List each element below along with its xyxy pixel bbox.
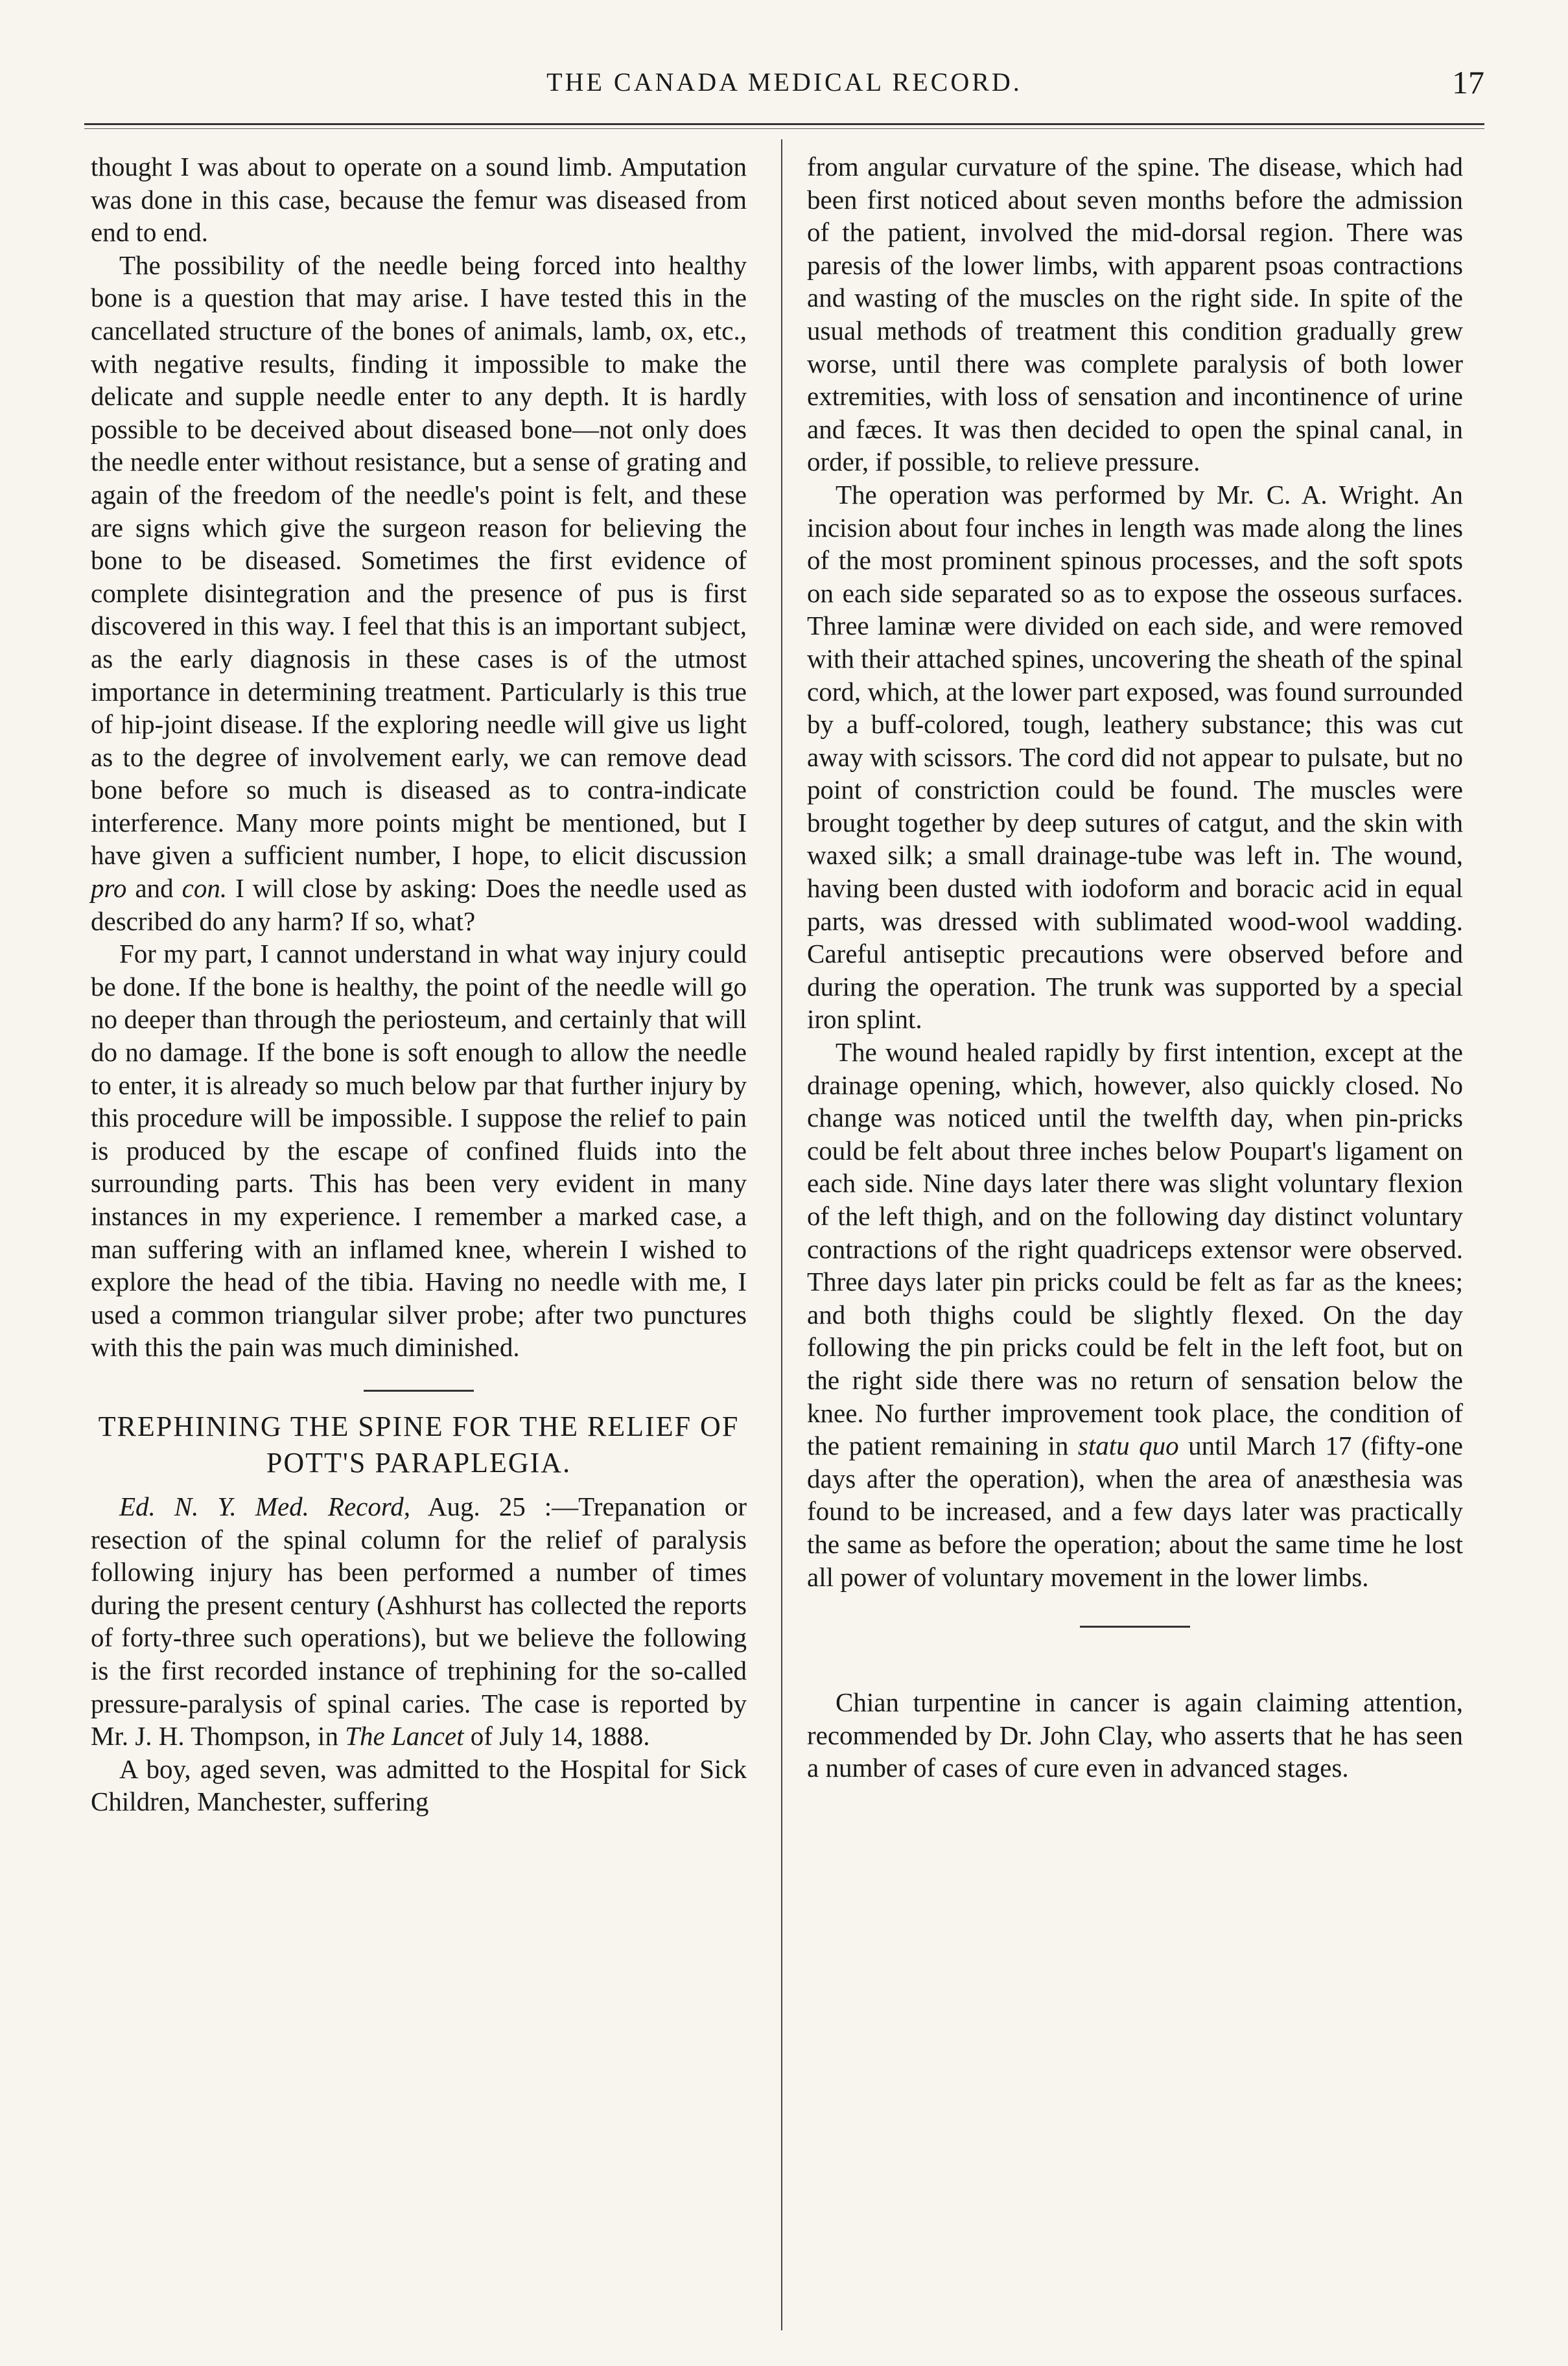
running-title: THE CANADA MEDICAL RECORD.: [546, 67, 1022, 97]
header-rule: [84, 123, 1484, 129]
italic-text: statu quo: [1077, 1431, 1179, 1461]
right-column: [807, 150, 1463, 1785]
column-divider: [781, 139, 782, 2330]
page-header: [84, 60, 1484, 105]
paragraph: thought I was about to operate on a sound limb. Amputation was done in this case, because the femur was diseased from end to end.: [91, 152, 747, 248]
left-column: [91, 150, 747, 1818]
paragraph: The wound healed rapidly by first intention, except at the drainage opening, which, however, also quickly closed. No change was noticed until the twelfth day, when pin-pricks could be felt about three inches below Poupart's ligament on each side. Nine days later there was slight voluntary flexion of the left thigh, and on the following day distinct voluntary contractions of the right quadriceps extensor were observed. Three days later pin pricks could be felt as far as the knees; and both thighs could be slightly flexed. On the day following the pin pricks could be felt in the left foot, but on the right side there was no return of sensation below the knee. No further improvement took place, the condition of the patient remaining in statu quo until March 17 (fifty-one days after the operation), when the area of anæsthesia was found to be increased, and a few days later was practically the same as before the operation; about the same time he lost all power of voluntary movement in the lower limbs.: [807, 1037, 1463, 1592]
paragraph: A boy, aged seven, was admitted to the Hospital for Sick Children, Manchester, suffering: [91, 1753, 747, 1817]
paragraph: For my part, I cannot understand in what way injury could be done. If the bone is healthy, the point of the needle will go no deeper than through the periosteum, and certainly that will do no damage. If the bone is soft enough to allow the needle to enter, it is already so much below par that further injury by this procedure will be impossible. I suppose the relief to pain is produced by the escape of confined fluids into the surrounding parts. This has been very evident in many instances in my experience. I remember a marked case, a man suffering with an inflamed knee, wherein I wished to explore the head of the tibia. Having no needle with me, I used a common triangular silver probe; after two punctures with this the pain was much diminished.: [91, 939, 747, 1363]
paragraph: Chian turpentine in cancer is again claiming attention, recommended by Dr. John Clay, who asserts that he has seen a number of cases of cure even in advanced stages.: [807, 1687, 1463, 1783]
source-citation: Ed. N. Y. Med. Record,: [119, 1491, 411, 1521]
article-title: TREPHINING THE SPINE FOR THE RELIEF OF POTT'S PARAPLEGIA.: [98, 1410, 740, 1479]
italic-text: pro: [91, 873, 127, 904]
paragraph: The possibility of the needle being forced into healthy bone is a question that may arise. I have tested this in the cancellated structure of the bones of animals, lamb, ox, etc., with negative results, finding it impossible to make the delicate and supple needle enter to any depth. It is hardly possible to be deceived about diseased bone—not only does the needle enter without resistance, but a sense of grating and again of the freedom of the needle's point is felt, and these are signs which give the surgeon reason for believing the bone to be diseased. Sometimes the first evidence of complete disintegration and the presence of pus is first discovered in this way. I feel that this is an important subject, as the early diagnosis in these cases is of the utmost importance in determining treatment. Particularly is this true of hip-joint disease. If the exploring needle will give us light as to the degree of involvement early, we can remove dead bone before so much is diseased as to contra-indicate interference. Many more points might be mentioned, but I have given a sufficient number, I hope, to elicit discussion pro and con. I will close by asking: Does the needle used as described do any harm? If so, what?: [91, 250, 747, 936]
paragraph: Ed. N. Y. Med. Record, Aug. 25 :—Trepanation or resection of the spinal column for the relief of paralysis following injury has been performed a number of times during the present century (Ashhurst has collected the reports of forty-three such operations), but we believe the following is the first recorded instance of trephining for the so-called pressure-paralysis of spinal caries. The case is reported by Mr. J. H. Thompson, in The Lancet of July 14, 1888.: [91, 1491, 747, 1751]
paragraph: from angular curvature of the spine. The disease, which had been first noticed about seven months before the admission of the patient, involved the mid-dorsal region. There was paresis of the lower limbs, with apparent psoas contractions and wasting of the muscles on the right side. In spite of the usual methods of treatment this condition gradually grew worse, until there was complete paralysis of both lower extremities, with loss of sensation and incontinence of urine and fæces. It was then decided to open the spinal canal, in order, if possible, to relieve pressure.: [807, 152, 1463, 477]
section-rule: [364, 1390, 474, 1392]
page-number: 17: [1452, 64, 1484, 100]
journal-name: The Lancet: [345, 1721, 464, 1751]
italic-text: con.: [181, 873, 228, 904]
paragraph: The operation was performed by Mr. C. A. Wright. An incision about four inches in length was made along the lines of the most prominent spinous processes, and the soft spots on each side separated so as to expose the osseous surfaces. Three laminæ were divided on each side, and were removed with their attached spines, uncovering the sheath of the spinal cord, which, at the lower part exposed, was found surrounded by a buff-colored, tough, leathery substance; this was cut away with scissors. The cord did not appear to pulsate, but no point of constriction could be found. The muscles were brought together by deep sutures of catgut, and the skin with waxed silk; a small drainage-tube was left in. The wound, having been dusted with iodoform and boracic acid in equal parts, was dressed with sublimated wood-wool wadding. Careful antiseptic precautions were observed before and during the operation. The trunk was supported by a special iron splint.: [807, 479, 1463, 1035]
